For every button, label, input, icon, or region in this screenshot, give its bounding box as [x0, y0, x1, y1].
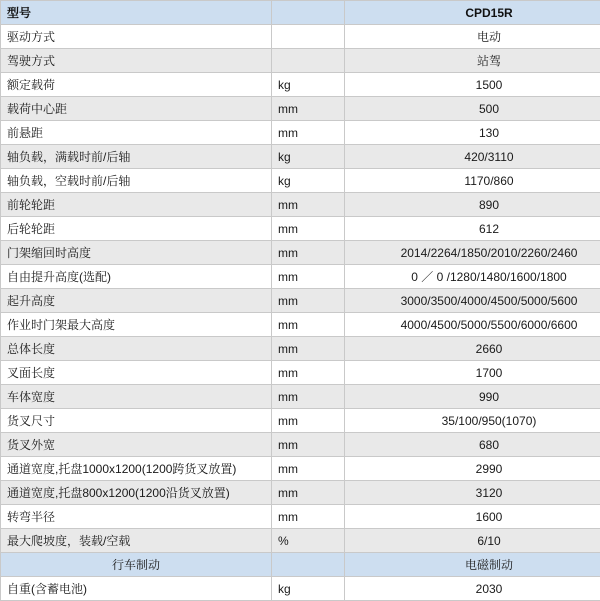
table-row	[1, 337, 600, 361]
row-label: 通道宽度,托盘1000x1200(1200跨货叉放置)	[1, 457, 272, 481]
row-value: 35/100/950(1070)	[345, 409, 600, 433]
table-row	[1, 433, 600, 457]
table-row	[1, 121, 600, 145]
header-value: CPD15R	[345, 1, 600, 25]
row-unit: mm	[272, 433, 345, 457]
row-value: 130	[345, 121, 600, 145]
table-body	[1, 1, 600, 601]
row-unit: kg	[272, 73, 345, 97]
row-label: 货叉尺寸	[1, 409, 272, 433]
row-unit: mm	[272, 481, 345, 505]
row-unit: kg	[272, 169, 345, 193]
row-label: 额定载荷	[1, 73, 272, 97]
row-label: 总体长度	[1, 337, 272, 361]
row-unit	[272, 553, 345, 577]
table-header-row	[1, 1, 600, 25]
row-unit: mm	[272, 217, 345, 241]
row-label: 叉面长度	[1, 361, 272, 385]
table-row	[1, 361, 600, 385]
table-row	[1, 145, 600, 169]
row-value: 站驾	[345, 49, 600, 73]
table-row	[1, 529, 600, 553]
table-row	[1, 481, 600, 505]
row-unit: mm	[272, 361, 345, 385]
row-value: 3120	[345, 481, 600, 505]
table-row	[1, 49, 600, 73]
row-label: 自重(含蓄电池)	[1, 577, 272, 601]
table-row	[1, 265, 600, 289]
row-label: 转弯半径	[1, 505, 272, 529]
row-label: 作业时门架最大高度	[1, 313, 272, 337]
row-label: 轴负载，满载时前/后轴	[1, 145, 272, 169]
row-value: 990	[345, 385, 600, 409]
table-row	[1, 505, 600, 529]
row-value: 2660	[345, 337, 600, 361]
row-label: 载荷中心距	[1, 97, 272, 121]
header-label: 型号	[1, 1, 272, 25]
row-value: 2030	[345, 577, 600, 601]
row-unit: mm	[272, 193, 345, 217]
table-row	[1, 289, 600, 313]
table-row	[1, 409, 600, 433]
table-row	[1, 577, 600, 601]
row-unit: mm	[272, 385, 345, 409]
row-unit: mm	[272, 97, 345, 121]
row-value: 电动	[345, 25, 600, 49]
table-row	[1, 385, 600, 409]
row-value: 612	[345, 217, 600, 241]
row-unit: mm	[272, 265, 345, 289]
row-unit	[272, 49, 345, 73]
row-label: 行车制动	[1, 553, 272, 577]
row-unit: %	[272, 529, 345, 553]
table-row	[1, 217, 600, 241]
row-label: 通道宽度,托盘800x1200(1200沿货叉放置)	[1, 481, 272, 505]
row-label: 货叉外宽	[1, 433, 272, 457]
row-label: 门架缩回时高度	[1, 241, 272, 265]
row-label: 前悬距	[1, 121, 272, 145]
row-unit: kg	[272, 577, 345, 601]
table-row	[1, 25, 600, 49]
row-value: 1700	[345, 361, 600, 385]
header-unit	[272, 1, 345, 25]
table-row	[1, 97, 600, 121]
row-unit: mm	[272, 337, 345, 361]
row-value: 0 ／ 0 /1280/1480/1600/1800	[345, 265, 600, 289]
row-value: 4000/4500/5000/5500/6000/6600	[345, 313, 600, 337]
table-row	[1, 553, 600, 577]
table-row	[1, 73, 600, 97]
row-unit: mm	[272, 313, 345, 337]
row-value: 500	[345, 97, 600, 121]
row-value: 电磁制动	[345, 553, 600, 577]
row-unit: mm	[272, 121, 345, 145]
row-value: 3000/3500/4000/4500/5000/5600	[345, 289, 600, 313]
table-row	[1, 241, 600, 265]
row-unit: mm	[272, 505, 345, 529]
table-row	[1, 169, 600, 193]
table-row	[1, 313, 600, 337]
row-unit: mm	[272, 289, 345, 313]
row-value: 1600	[345, 505, 600, 529]
row-value: 680	[345, 433, 600, 457]
row-unit	[272, 25, 345, 49]
row-label: 驱动方式	[1, 25, 272, 49]
row-label: 后轮轮距	[1, 217, 272, 241]
row-label: 前轮轮距	[1, 193, 272, 217]
row-label: 起升高度	[1, 289, 272, 313]
row-label: 自由提升高度(选配)	[1, 265, 272, 289]
table-row	[1, 457, 600, 481]
row-label: 驾驶方式	[1, 49, 272, 73]
row-value: 1500	[345, 73, 600, 97]
row-value: 2014/2264/1850/2010/2260/2460	[345, 241, 600, 265]
row-value: 2990	[345, 457, 600, 481]
row-value: 420/3110	[345, 145, 600, 169]
row-value: 6/10	[345, 529, 600, 553]
row-label: 车体宽度	[1, 385, 272, 409]
row-value: 890	[345, 193, 600, 217]
row-label: 轴负载，空载时前/后轴	[1, 169, 272, 193]
row-unit: mm	[272, 241, 345, 265]
row-unit: mm	[272, 409, 345, 433]
row-label: 最大爬坡度，装载/空载	[1, 529, 272, 553]
table-row	[1, 193, 600, 217]
row-value: 1170/860	[345, 169, 600, 193]
row-unit: kg	[272, 145, 345, 169]
row-unit: mm	[272, 457, 345, 481]
